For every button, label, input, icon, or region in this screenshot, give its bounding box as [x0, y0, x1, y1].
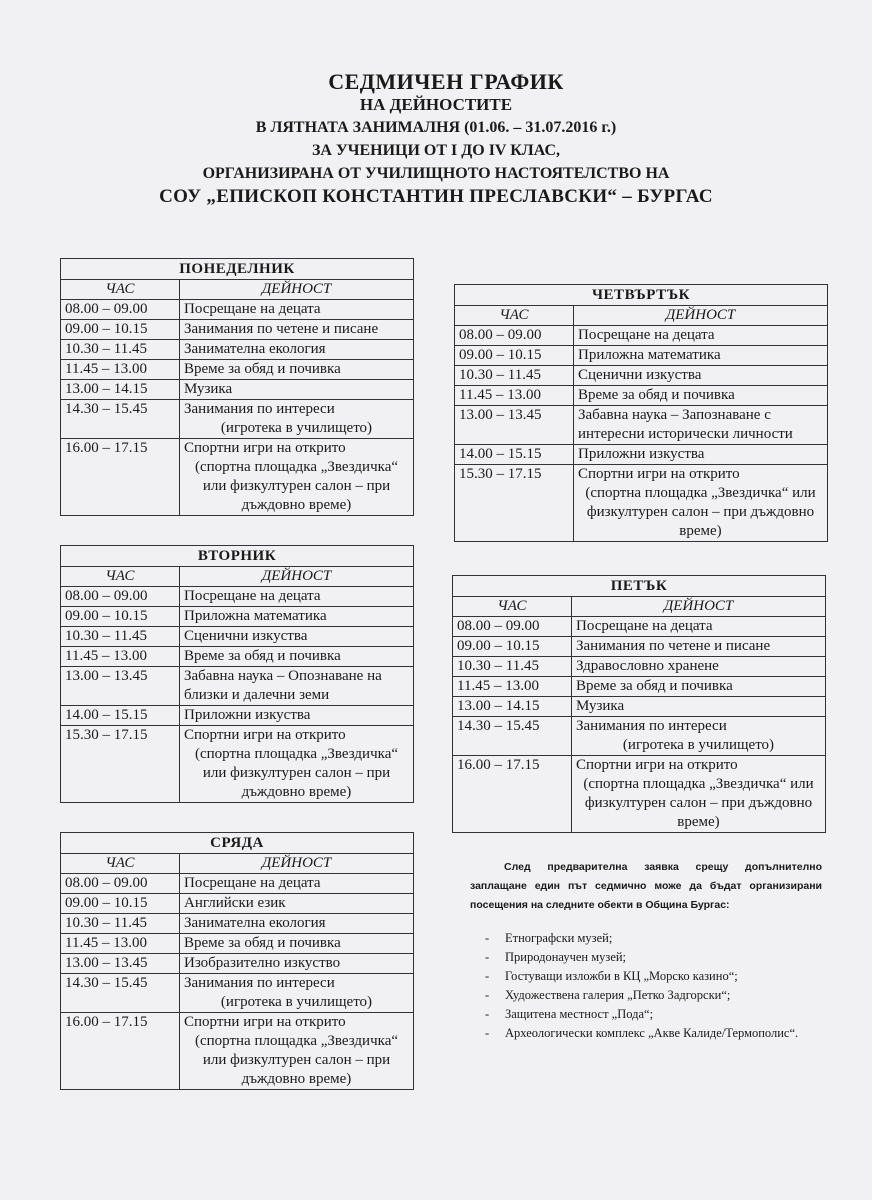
activity-note: (игротека в училището) [220, 420, 373, 436]
time-cell: 09.00 – 10.15 [61, 607, 180, 627]
table-row [61, 587, 414, 607]
time-column-header: ЧАС [455, 306, 574, 326]
activity-text: Занимания по интереси [576, 718, 727, 734]
table-row [61, 874, 414, 894]
activity-cell [180, 380, 414, 400]
activity-text: Спортни игри на открито [578, 466, 740, 482]
excursions-note [470, 858, 822, 1043]
activity-cell [180, 1013, 414, 1090]
table-row [455, 386, 828, 406]
subtitle-period: В ЛЯТНАТА ЗАНИМАЛНЯ (01.06. – 31.07.2016 г.) [255, 119, 617, 136]
activity-cell [572, 657, 826, 677]
dash-bullet: - [485, 988, 490, 1002]
activity-text: Спортни игри на открито [184, 727, 346, 743]
activity-note: (спортна площадка „Звездичка“ или физкултурен салон – при дъждовно време) [194, 1033, 399, 1087]
activity-text: Забавна наука – Опознаване на близки и далечни земи [184, 668, 382, 703]
schedule-table-wednesday [60, 832, 414, 1090]
table-row [61, 400, 414, 439]
time-cell: 13.00 – 13.45 [61, 667, 180, 706]
excursions-list [470, 929, 822, 1043]
activity-column-header: ДЕЙНОСТ [180, 854, 414, 874]
activity-text: Английски език [184, 895, 286, 911]
time-cell: 16.00 – 17.15 [61, 439, 180, 516]
time-cell: 09.00 – 10.15 [61, 894, 180, 914]
activity-cell [572, 677, 826, 697]
subtitle-activities: НА ДЕЙНОСТИТЕ [359, 95, 513, 114]
activity-cell [180, 400, 414, 439]
time-column-header: ЧАС [453, 597, 572, 617]
activity-text: Занимания по интереси [184, 975, 335, 991]
activity-text: Занимания по четене и писане [576, 638, 771, 654]
list-item-text: Защитена местност „Пода“; [505, 1007, 654, 1021]
list-item-text: Етнографски музей; [505, 931, 613, 945]
activity-text: Посрещане на децата [184, 588, 321, 604]
activity-cell [574, 445, 828, 465]
list-item [470, 948, 822, 967]
activity-text: Приложна математика [578, 347, 721, 363]
table-row [61, 894, 414, 914]
time-cell: 10.30 – 11.45 [455, 366, 574, 386]
activity-cell [180, 914, 414, 934]
time-cell: 08.00 – 09.00 [61, 587, 180, 607]
time-cell: 14.00 – 15.15 [61, 706, 180, 726]
activity-cell [574, 326, 828, 346]
table-row [61, 360, 414, 380]
activity-note: (спортна площадка „Звездичка“ или физкултурен салон – при дъждовно време) [585, 485, 816, 539]
activity-text: Здравословно хранене [576, 658, 719, 674]
list-item [470, 986, 822, 1005]
dash-bullet: - [485, 931, 490, 945]
school-name: СОУ „ЕПИСКОП КОНСТАНТИН ПРЕСЛАВСКИ“ – БУРГАС [159, 186, 713, 207]
activity-cell [180, 587, 414, 607]
activity-cell [180, 627, 414, 647]
activity-cell [572, 617, 826, 637]
activity-cell [180, 706, 414, 726]
activity-text: Занимателна екология [184, 915, 326, 931]
activity-note: (спортна площадка „Звездичка“ или физкултурен салон – при дъждовно време) [194, 746, 399, 800]
time-cell: 14.30 – 15.45 [61, 974, 180, 1013]
activity-cell [180, 320, 414, 340]
table-row [61, 726, 414, 803]
table-row [455, 326, 828, 346]
activity-cell [574, 465, 828, 542]
time-cell: 08.00 – 09.00 [455, 326, 574, 346]
activity-column-header: ДЕЙНОСТ [180, 567, 414, 587]
table-row [455, 406, 828, 445]
activity-cell [180, 667, 414, 706]
dash-bullet: - [485, 950, 490, 964]
table-row [455, 346, 828, 366]
activity-text: Сценични изкуства [578, 367, 702, 383]
activity-cell [180, 934, 414, 954]
table-row [61, 974, 414, 1013]
dash-bullet: - [485, 1026, 490, 1040]
activity-text: Музика [184, 381, 233, 397]
activity-cell [180, 607, 414, 627]
table-row [61, 627, 414, 647]
day-name: ПЕТЪК [453, 576, 826, 597]
day-name: СРЯДА [61, 833, 414, 854]
activity-note: (игротека в училището) [220, 994, 373, 1010]
time-cell: 11.45 – 13.00 [455, 386, 574, 406]
list-item-text: Гостуващи изложби в КЦ „Морско казино“; [505, 969, 738, 983]
dash-bullet: - [485, 1007, 490, 1021]
table-row [453, 697, 826, 717]
activity-text: Забавна наука – Запознаване с интересни исторически личности [578, 407, 793, 442]
subtitle-organizer: ОРГАНИЗИРАНА ОТ УЧИЛИЩНОТО НАСТОЯТЕЛСТВО НА [202, 165, 670, 182]
activity-cell [574, 366, 828, 386]
time-cell: 09.00 – 10.15 [455, 346, 574, 366]
activity-text: Приложни изкуства [578, 446, 705, 462]
day-name: ВТОРНИК [61, 546, 414, 567]
activity-text: Спортни игри на открито [576, 757, 738, 773]
time-column-header: ЧАС [61, 854, 180, 874]
table-row [61, 934, 414, 954]
activity-text: Време за обяд и почивка [576, 678, 733, 694]
list-item [470, 1005, 822, 1024]
time-cell: 10.30 – 11.45 [61, 627, 180, 647]
list-item-text: Художествена галерия „Петко Задгорски“; [505, 988, 731, 1002]
note-paragraph: След предварителна заявка срещу допълнително заплащане един път седмично може да бъдат организирани посещения на следните обекти в Община Бургас: [470, 861, 822, 911]
time-column-header: ЧАС [61, 280, 180, 300]
activity-text: Посрещане на децата [576, 618, 713, 634]
time-cell: 13.00 – 14.15 [61, 380, 180, 400]
list-item [470, 929, 822, 948]
activity-text: Време за обяд и почивка [184, 648, 341, 664]
table-row [61, 320, 414, 340]
activity-note: (игротека в училището) [622, 737, 775, 753]
list-item-text: Археологически комплекс „Акве Калиде/Термополис“. [505, 1026, 799, 1040]
day-name: ПОНЕДЕЛНИК [61, 259, 414, 280]
table-row [61, 340, 414, 360]
activity-note: (спортна площадка „Звездичка“ или физкултурен салон – при дъждовно време) [194, 459, 399, 513]
activity-text: Посрещане на децата [184, 875, 321, 891]
activity-cell [572, 756, 826, 833]
activity-text: Музика [576, 698, 625, 714]
time-column-header: ЧАС [61, 567, 180, 587]
table-row [61, 667, 414, 706]
activity-cell [180, 894, 414, 914]
time-cell: 11.45 – 13.00 [453, 677, 572, 697]
table-row [455, 366, 828, 386]
activity-cell [180, 647, 414, 667]
time-cell: 10.30 – 11.45 [453, 657, 572, 677]
activity-column-header: ДЕЙНОСТ [572, 597, 826, 617]
activity-text: Посрещане на децата [578, 327, 715, 343]
time-cell: 13.00 – 14.15 [453, 697, 572, 717]
document-header [0, 70, 872, 208]
table-row [455, 465, 828, 542]
time-cell: 15.30 – 17.15 [455, 465, 574, 542]
time-cell: 16.00 – 17.15 [61, 1013, 180, 1090]
table-row [453, 657, 826, 677]
table-row [61, 607, 414, 627]
table-row [61, 1013, 414, 1090]
activity-note: (спортна площадка „Звездичка“ или физкултурен салон – при дъждовно време) [583, 776, 814, 830]
time-cell: 11.45 – 13.00 [61, 934, 180, 954]
time-cell: 16.00 – 17.15 [453, 756, 572, 833]
time-cell: 13.00 – 13.45 [455, 406, 574, 445]
list-item [470, 1024, 822, 1043]
table-row [61, 954, 414, 974]
time-cell: 15.30 – 17.15 [61, 726, 180, 803]
activity-cell [180, 439, 414, 516]
time-cell: 08.00 – 09.00 [61, 874, 180, 894]
table-row [61, 914, 414, 934]
activity-text: Приложни изкуства [184, 707, 311, 723]
activity-text: Занимания по интереси [184, 401, 335, 417]
activity-cell [574, 406, 828, 445]
table-row [453, 717, 826, 756]
table-row [61, 300, 414, 320]
title: СЕДМИЧЕН ГРАФИК [328, 69, 564, 94]
activity-text: Занимания по четене и писане [184, 321, 379, 337]
activity-cell [572, 697, 826, 717]
activity-cell [180, 954, 414, 974]
time-cell: 08.00 – 09.00 [61, 300, 180, 320]
table-row [453, 637, 826, 657]
activity-text: Посрещане на децата [184, 301, 321, 317]
list-item-text: Природонаучен музей; [505, 950, 627, 964]
table-row [455, 445, 828, 465]
activity-text: Сценични изкуства [184, 628, 308, 644]
table-row [453, 677, 826, 697]
activity-cell [180, 360, 414, 380]
activity-cell [180, 726, 414, 803]
table-row [453, 756, 826, 833]
activity-cell [574, 386, 828, 406]
table-row [61, 439, 414, 516]
table-row [61, 647, 414, 667]
table-row [453, 617, 826, 637]
day-name: ЧЕТВЪРТЪК [455, 285, 828, 306]
time-cell: 14.30 – 15.45 [61, 400, 180, 439]
activity-cell [180, 874, 414, 894]
time-cell: 09.00 – 10.15 [453, 637, 572, 657]
dash-bullet: - [485, 969, 490, 983]
schedule-table-friday [452, 575, 826, 833]
activity-text: Време за обяд и почивка [184, 935, 341, 951]
activity-text: Занимателна екология [184, 341, 326, 357]
schedule-table-thursday [454, 284, 828, 542]
schedule-table-tuesday [60, 545, 414, 803]
activity-column-header: ДЕЙНОСТ [180, 280, 414, 300]
activity-text: Спортни игри на открито [184, 1014, 346, 1030]
activity-text: Време за обяд и почивка [184, 361, 341, 377]
time-cell: 10.30 – 11.45 [61, 914, 180, 934]
time-cell: 14.30 – 15.45 [453, 717, 572, 756]
activity-cell [572, 717, 826, 756]
list-item [470, 967, 822, 986]
activity-cell [180, 340, 414, 360]
activity-cell [180, 974, 414, 1013]
activity-text: Спортни игри на открито [184, 440, 346, 456]
time-cell: 13.00 – 13.45 [61, 954, 180, 974]
activity-cell [572, 637, 826, 657]
activity-cell [574, 346, 828, 366]
activity-text: Време за обяд и почивка [578, 387, 735, 403]
schedule-table-monday [60, 258, 414, 516]
activity-cell [180, 300, 414, 320]
time-cell: 10.30 – 11.45 [61, 340, 180, 360]
time-cell: 14.00 – 15.15 [455, 445, 574, 465]
time-cell: 11.45 – 13.00 [61, 647, 180, 667]
activity-text: Приложна математика [184, 608, 327, 624]
activity-text: Изобразително изкуство [184, 955, 341, 971]
time-cell: 09.00 – 10.15 [61, 320, 180, 340]
time-cell: 11.45 – 13.00 [61, 360, 180, 380]
time-cell: 08.00 – 09.00 [453, 617, 572, 637]
table-row [61, 380, 414, 400]
activity-column-header: ДЕЙНОСТ [574, 306, 828, 326]
table-row [61, 706, 414, 726]
subtitle-grades: ЗА УЧЕНИЦИ ОТ I ДО IV КЛАС, [311, 142, 561, 159]
